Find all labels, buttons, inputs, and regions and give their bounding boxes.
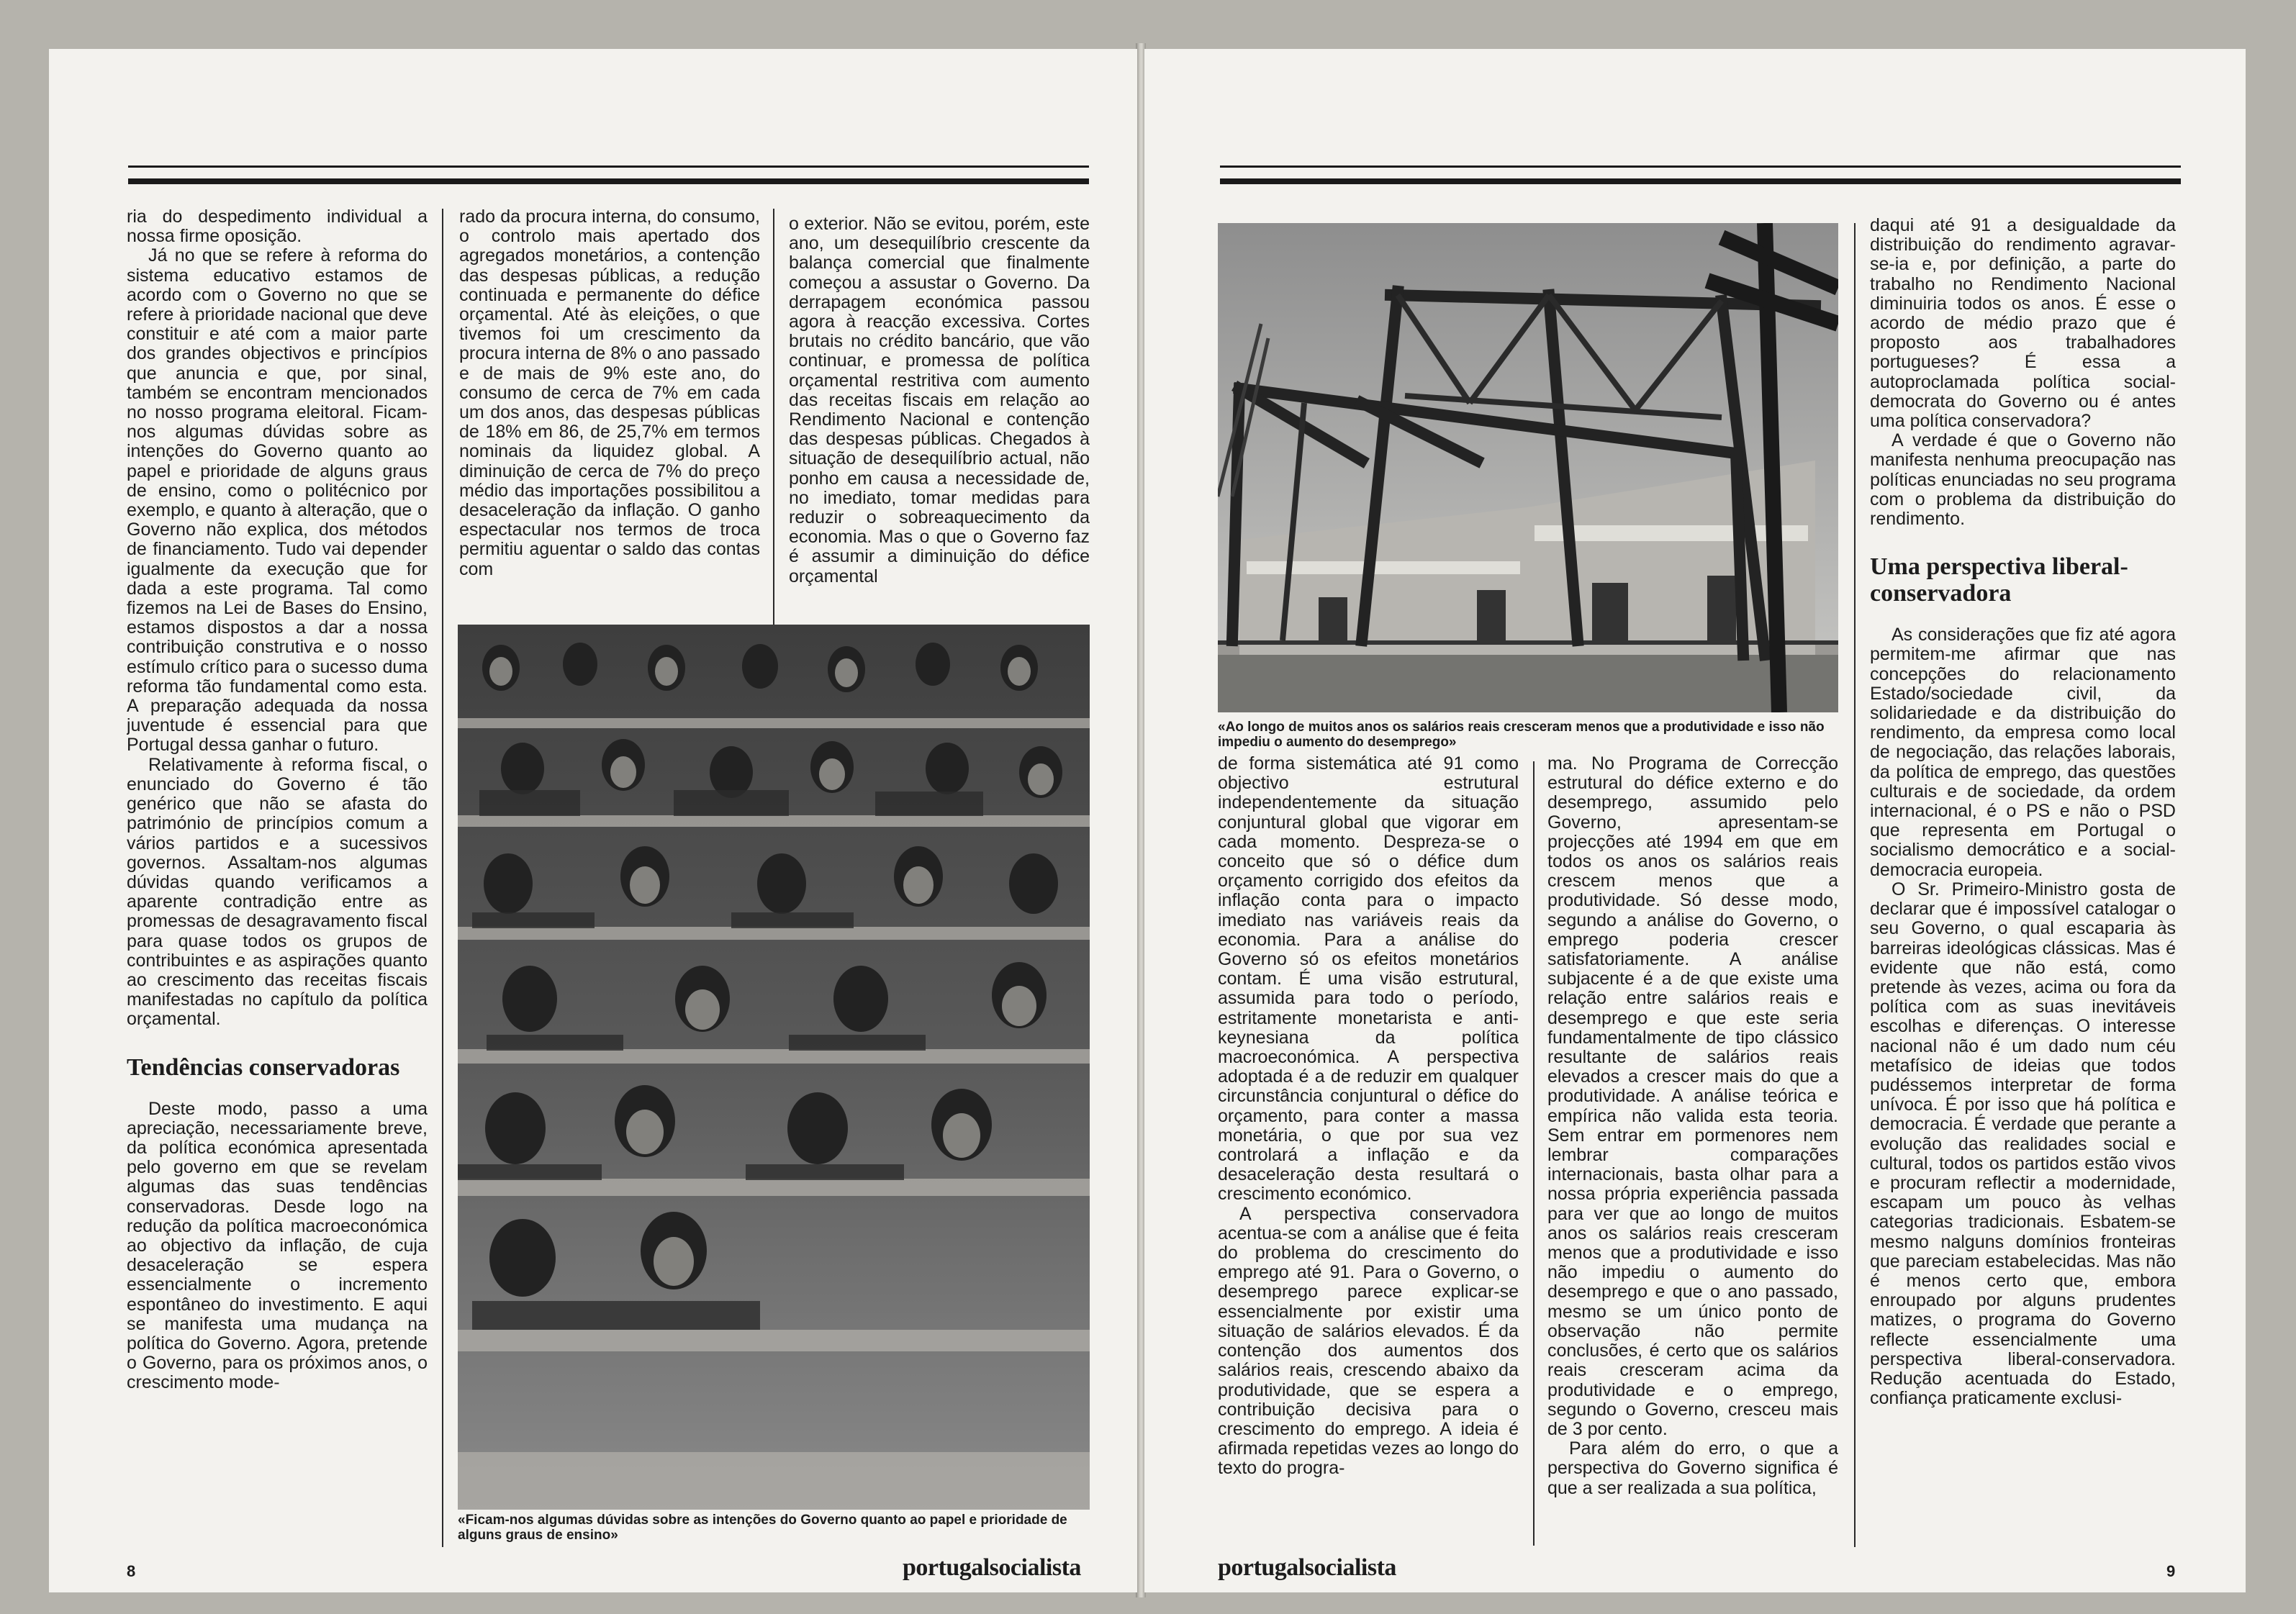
right-column-2 [1547, 754, 1838, 1546]
column-divider [442, 209, 443, 1547]
section-heading: Tendências conservadoras [127, 1053, 400, 1081]
paragraph: daqui até 91 a desigualdade da distribuição do rendimento agravar-se-ia e, por definição, a parte do trabalho no Rendimento Nacional diminuiria todos os anos. É esse o acordo de médio prazo que é proposto aos trabalhadores portugueses? É essa a autoproclamada política social-democrata do Governo ou é antes uma política conservadora? [1870, 216, 2176, 432]
right-page [1144, 49, 2246, 1592]
page-number: 9 [2166, 1562, 2176, 1580]
publication-logo: portugalsocialista [1218, 1554, 1396, 1581]
construction-site-photo [1218, 223, 1838, 712]
publication-logo: portugalsocialista [903, 1554, 1081, 1581]
paragraph: As considerações que fiz até agora permitem-me afirmar que nas concepções do relacionamento Estado/sociedade civil, da solidariedade e da distribuição do rendimento, da empresa como local de negociação, das relações laborais, da política de emprego, das questões culturais e de sociedade, da ordem internacional, é o PS e não o PSD que representa em Portugal o socialismo democrático e a social-democracia europeia. [1870, 625, 2176, 880]
left-column-1 [127, 207, 428, 1546]
paragraph: Deste modo, passo a uma apreciação, necessariamente breve, da política económica apresentada pelo governo em que se revelam algumas das suas tendências conservadoras. Desde logo na redução da política macroeconómica ao objectivo da inflação, de cuja desaceleração se espera essencialmente o incremento espontâneo do investimento. E aqui se manifesta uma mudança na política do Governo. Agora, pretende o Governo, para os próximos anos, o crescimento mode- [127, 1098, 428, 1393]
paragraph: Para além do erro, o que a perspectiva do Governo significa é que a ser realizada a sua política, [1547, 1438, 1838, 1498]
paragraph: O Sr. Primeiro-Ministro gosta de declarar que é impossível catalogar o seu Governo, o qual escaparia às barreiras ideológicas clássicas. Mas é evidente que não está, como pretende às vezes, acima ou fora da política com as suas inevitáveis escolhas e diferenças. O interesse nacional não é um dado num céu metafísico de ideias que todos pudéssemos interpretar de forma unívoca. É por isso que há política e democracia. É verdade que perante a evolução das realidades social e cultural, todos os partidos estão vivos e procuram reflectir a modernidade, escapam um pouco às velhas categorias tradicionais. Esbatem-se mesmo nalguns domínios fronteiras que pareciam estabelecidas. Mas não é menos certo que, embora enroupado por alguns prudentes matizes, o programa do Governo reflecte essencialmente uma perspectiva liberal-conservadora. Redução acentuada do Estado, confiança praticamente exclusi- [1870, 879, 2176, 1409]
top-rule [1220, 178, 2181, 184]
paragraph: de forma sistemática até 91 como objectivo estrutural independentemente da situação conjuntural global que vigorar em cada momento. Despreza-se o conceito que só o défice dum orçamento corrigido dos efeitos da inflação conta para o impacto imediato nas variáveis reais da economia. Para a análise do Governo só os efeitos monetários contam. É uma visão estrutural, assumida para todo o período, estritamente monetarista e anti-keynesiana da política macroeconómica. A perspectiva adoptada é a de reduzir em qualquer circunstância conjuntural o défice do orçamento, para conter a massa monetária, o que por sua vez controlará a inflação e da desaceleração desta resultará o crescimento económico. [1218, 754, 1519, 1205]
section-heading: Uma perspectiva liberal-conservadora [1870, 553, 2128, 607]
top-rule [128, 178, 1089, 184]
page-number: 8 [127, 1562, 136, 1580]
left-column-2 [459, 207, 760, 640]
paragraph: ma. No Programa de Correcção estrutural do défice externo e do desemprego, assumido pelo Governo, apresentam-se projecções até 1994 em que em todos os anos os salários reais crescem menos que a produtividade. Só desse modo, segundo a análise do Governo, o emprego poderia crescer satisfatoriamente. A análise subjacente é a de que existe uma relação entre salários reais e desemprego e que este seria fundamentalmente de tipo clássico resultante de salários reais elevados a crescer mais do que a produtividade. A análise teórica e empírica não valida esta teoria. Sem entrar em pormenores nem lembrar comparações internacionais, basta olhar para a nossa própria experiência passada para ver que ao longo de muitos anos os salários reais cresceram menos que a produtividade e isso não impediu o aumento do desemprego e que o ano passado, mesmo se um único ponto de observação não permite conclusões, é certo que os salários reais cresceram acima da produtividade e o emprego, segundo o Governo, cresceu mais de 3 por cento. [1547, 754, 1838, 1439]
right-column-1 [1218, 754, 1519, 1546]
paragraph: rado da procura interna, do consumo, o controlo mais apertado dos agregados monetários, a contenção das despesas públicas, a redução continuada e permanente do défice orçamental. Até às eleições, o que tivemos foi um crescimento da procura interna de 8% o ano passado e de mais de 9% este ano, do consumo de cerca de 7% em cada um dos anos, das despesas públicas de 18% em 86, de 25,7% em termos nominais da liquidez global. A diminuição de cerca de 7% do preço médio das importações possibilitou a desaceleração da inflação. O ganho espectacular nos termos de troca permitiu aguentar o saldo das contas com [459, 207, 760, 579]
right-column-3 [1870, 216, 2176, 1546]
paragraph: A verdade é que o Governo não manifesta nenhuma preocupação nas políticas enunciadas no seu programa com o problema da distribuição do rendimento. [1870, 430, 2176, 530]
students-lecture-hall-photo [458, 625, 1090, 1510]
paragraph: A perspectiva conservadora acentua-se com a análise que é feita do problema do crescimento do emprego até 91. Para o Governo, o desemprego parece explicar-se essencialmente por existir uma situação de salários elevados. É da contenção dos aumentos dos salários reais, crescendo abaixo da produtividade, que se espera a contribuição decisiva para o crescimento do emprego. A ideia é afirmada repetidas vezes ao longo do texto do progra- [1218, 1203, 1519, 1479]
left-page [49, 49, 1137, 1592]
column-divider [1533, 761, 1535, 1546]
column-divider [773, 209, 774, 640]
column-divider [1854, 223, 1856, 1547]
photo-caption: «Ao longo de muitos anos os salários reais cresceram menos que a produtividade e isso não impediu o aumento do desemprego» [1218, 720, 1825, 750]
left-column-3 [789, 214, 1090, 640]
paragraph: ria do despedimento individual a nossa firme oposição. [127, 207, 428, 247]
paragraph: Já no que se refere à reforma do sistema educativo estamos de acordo com o Governo no que se refere à prioridade nacional que deve constituir e até com a maior parte dos grandes objectivos e princípios que anuncia e que, por sinal, também se encontram mencionados no nosso programa eleitoral. Ficam-nos algumas dúvidas sobre as intenções do Governo quanto ao papel e prioridade de alguns graus de ensino, como o politécnico por exemplo, e quanto à alteração, que o Governo não explica, dos métodos de financiamento. Tudo vai depender igualmente da execução que for dada a este programa. Tal como fizemos na Lei de Bases do Ensino, estamos dispostos a dar a nossa contribuição construtiva e o nosso estímulo crítico para o sucesso duma reforma tão fundamental como esta. A preparação adequada da nossa juventude é essencial para que Portugal dessa ganhar o futuro. [127, 245, 428, 756]
photo-caption: «Ficam-nos algumas dúvidas sobre as intenções do Governo quanto ao papel e prioridade de alguns graus de ensino» [458, 1513, 1067, 1543]
paragraph: Relativamente à reforma fiscal, o enunciado do Governo é tão genérico que não se afasta do património de princípios comum a vários partidos e a sucessivos governos. Assaltam-nos algumas dúvidas quando verificamos a aparente contradição entre as promessas de desagravamento fiscal para quase todos os grupos de contribuintes e as aspirações quanto ao crescimento das receitas fiscais manifestadas no capítulo da política orçamental. [127, 754, 428, 1030]
paragraph: o exterior. Não se evitou, porém, este ano, um desequilíbrio crescente da balança comercial que finalmente começou a assustar o Governo. Da derrapagem económica passou agora à reacção excessiva. Cortes brutais no crédito bancário, que vão continuar, e promessa de política orçamental restritiva com aumento das receitas fiscais em relação ao Rendimento Nacional e contenção das despesas públicas. Chegados à situação de desequilíbrio actual, não ponho em causa a necessidade de, no imediato, tomar medidas para reduzir o sobreaquecimento da economia. Mas o que o Governo faz é assumir a diminuição do défice orçamental [789, 214, 1090, 586]
